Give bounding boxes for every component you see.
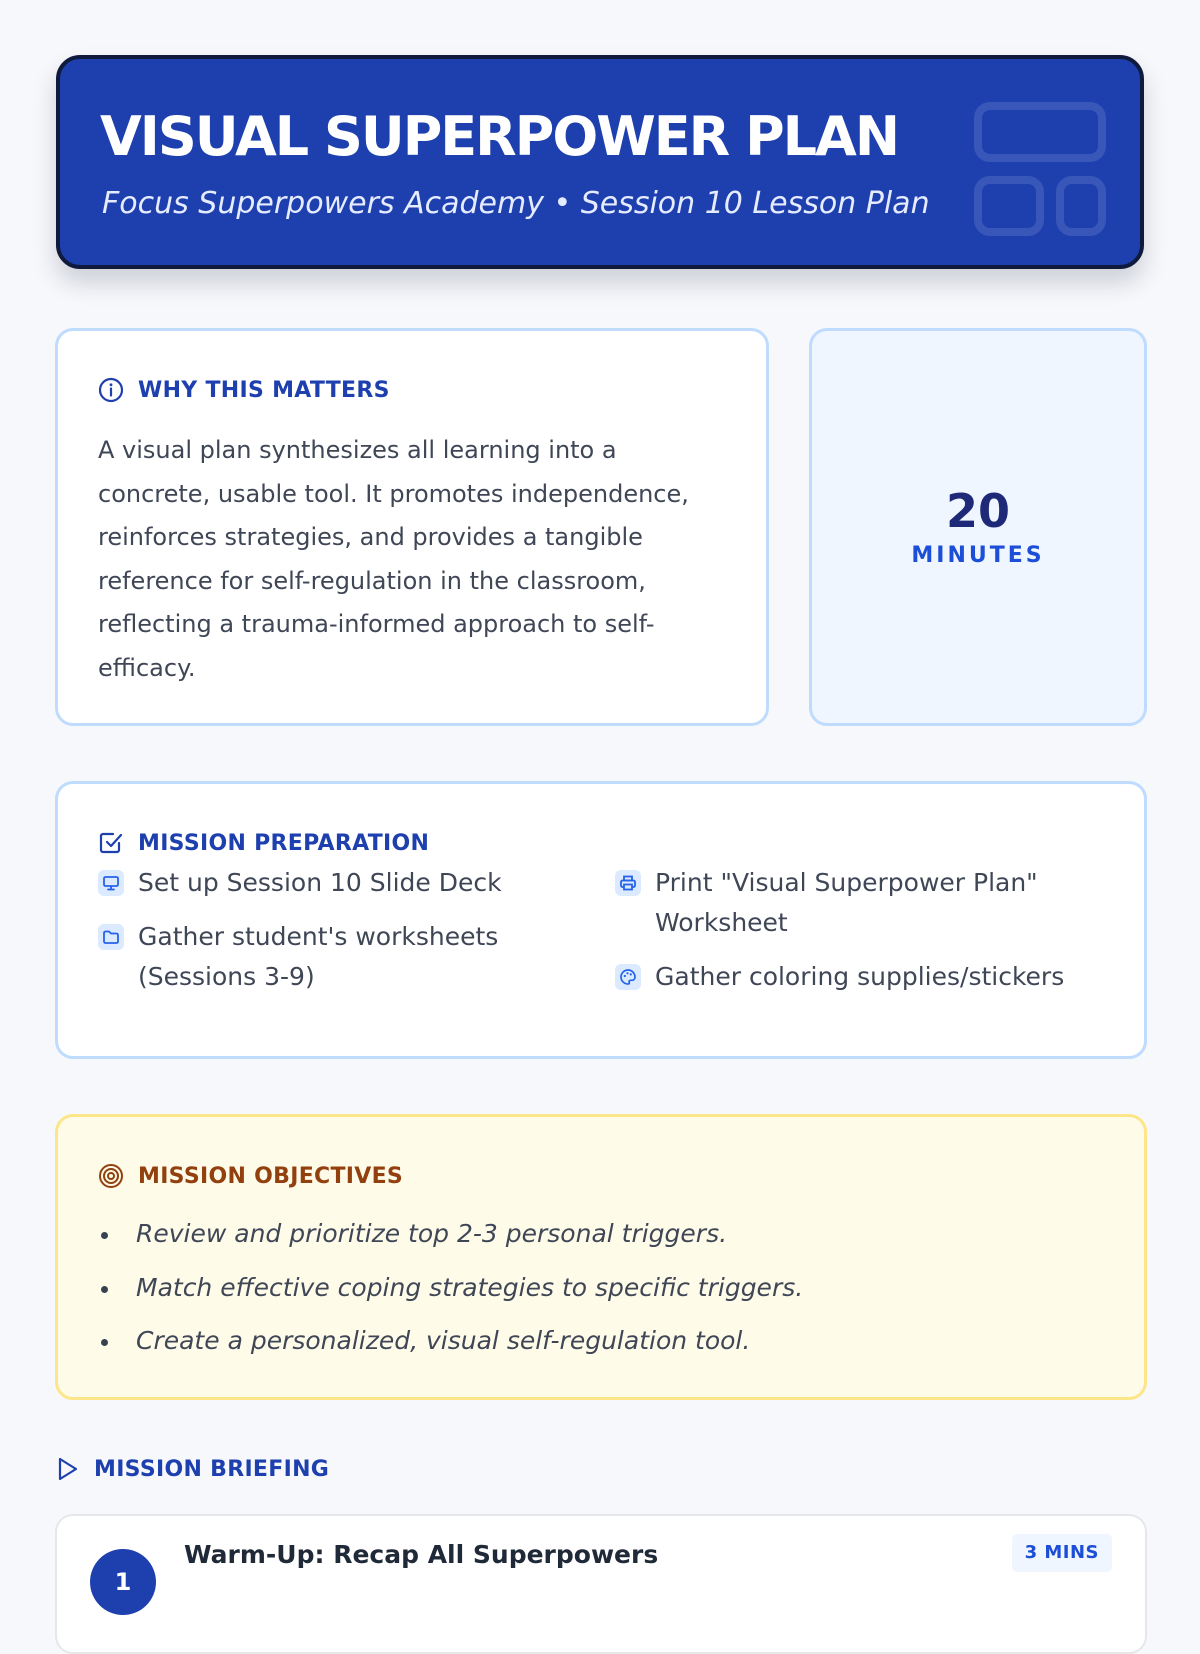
why-this-matters-heading [98,377,390,403]
target-icon [98,1163,124,1189]
checkbox-icon [98,830,124,856]
mission-objectives-card [55,1114,1147,1400]
prep-item-text: Print "Visual Superpower Plan" Worksheet [655,868,1038,937]
prep-item [615,957,1085,997]
duration-value: 20 [945,484,1010,538]
mission-briefing-title: MISSION BRIEFING [94,1456,330,1482]
objectives-list [98,1207,803,1368]
step-title: Warm-Up: Recap All Superpowers [184,1540,659,1569]
duration-card [809,328,1147,726]
prep-item-text: Set up Session 10 Slide Deck [138,868,502,897]
page-subtitle: Focus Superpowers Academy • Session 10 Lesson Plan [102,186,930,221]
mission-preparation-heading [98,830,429,856]
mission-preparation-title: MISSION PREPARATION [138,830,430,856]
prep-item-text: Gather coloring supplies/stickers [655,962,1065,991]
page-title: VISUAL SUPERPOWER PLAN [100,105,899,168]
step-number: 1 [90,1549,156,1615]
palette-icon [615,964,641,990]
duration-unit: MINUTES [911,543,1045,568]
presentation-icon [98,870,124,896]
play-icon [56,1456,80,1482]
objective-item: Match effective coping strategies to specific triggers. [98,1261,803,1315]
prep-item [98,917,538,997]
why-this-matters-title: WHY THIS MATTERS [138,377,390,403]
prep-item [98,863,558,903]
mission-briefing-heading [56,1456,329,1482]
step-duration-badge: 3 MINS [1012,1534,1112,1572]
info-icon [98,377,124,403]
objective-item: Create a personalized, visual self-regulation tool. [98,1314,803,1368]
mission-preparation-card [55,781,1147,1059]
prep-item-text: Gather student's worksheets (Sessions 3-9) [138,922,499,991]
page-header [56,55,1144,269]
why-this-matters-card [55,328,769,726]
briefing-step-card [55,1514,1147,1654]
why-this-matters-text: A visual plan synthesizes all learning into a concrete, usable tool. It promotes independence, reinforces strategies, and provides a tangible reference for self-regulation in the classroom, reflecting a trauma-informed approach to self-efficacy. [98,436,689,682]
prep-item [615,863,1075,943]
mission-objectives-heading [98,1163,403,1189]
layout-icon [972,100,1112,240]
printer-icon [615,870,641,896]
folder-icon [98,924,124,950]
objective-item: Review and prioritize top 2-3 personal triggers. [98,1207,803,1261]
mission-objectives-title: MISSION OBJECTIVES [138,1163,404,1189]
